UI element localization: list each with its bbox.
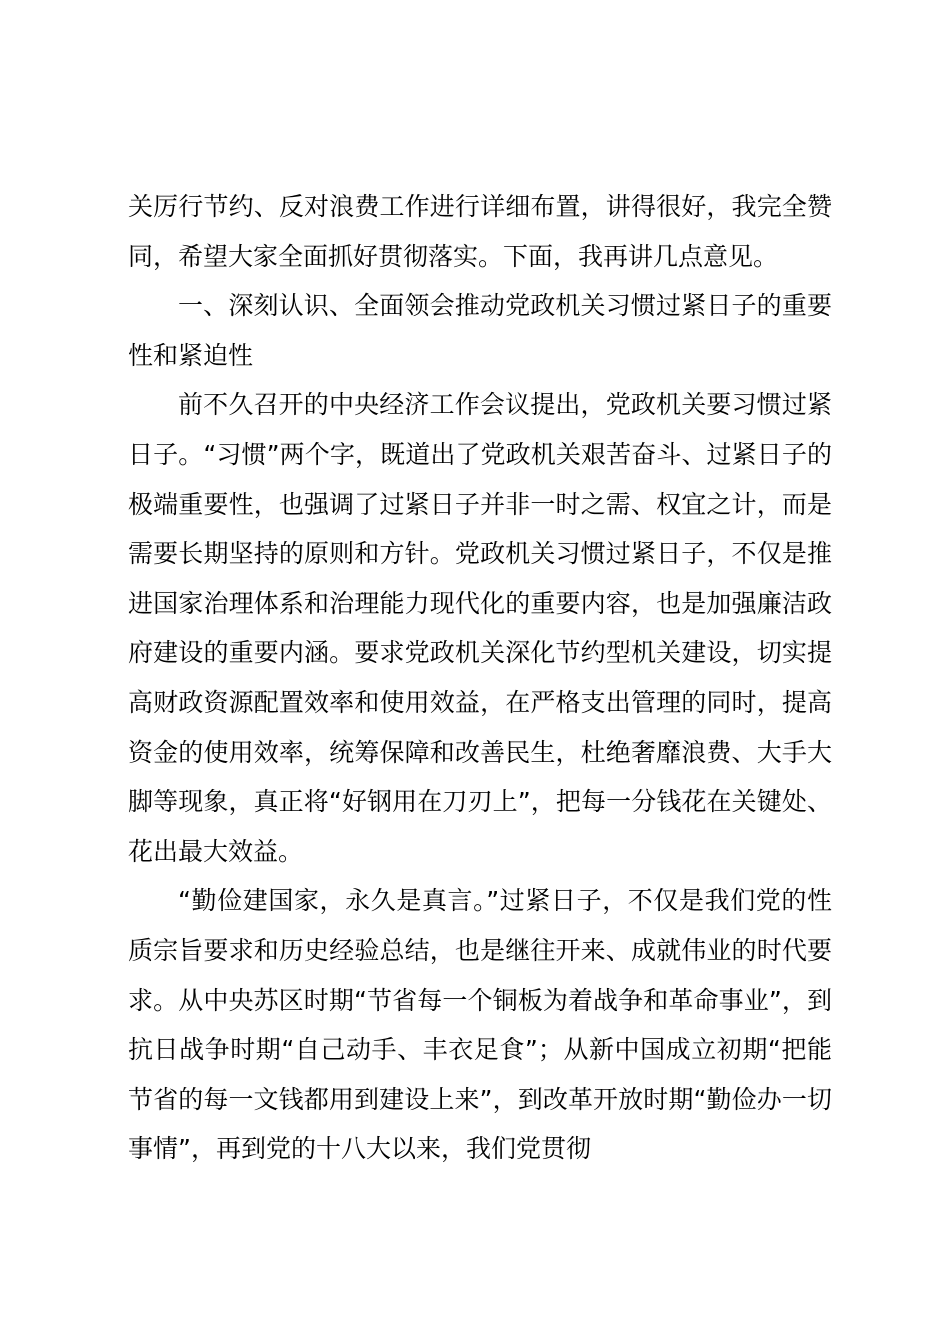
section-heading-one: 一、深刻认识、全面领会推动党政机关习惯过紧日子的重要性和紧迫性 (128, 291, 832, 370)
document-body (128, 182, 832, 1174)
paragraph-continued-intro: 关厉行节约、反对浪费工作进行详细布置，讲得很好，我完全赞同，希望大家全面抓好贯彻落实。下面，我再讲几点意见。 (128, 192, 832, 271)
paragraph-economic-conference: 前不久召开的中央经济工作会议提出，党政机关要习惯过紧日子。“习惯”两个字，既道出了党政机关艰苦奋斗、过紧日子的极端重要性，也强调了过紧日子并非一时之需、权宜之计，而是需要长期坚持的原则和方针。党政机关习惯过紧日子，不仅是推进国家治理体系和治理能力现代化的重要内容，也是加强廉洁政府建设的重要内涵。要求党政机关深化节约型机关建设，切实提高财政资源配置效率和使用效益，在严格支出管理的同时，提高资金的使用效率，统筹保障和改善民生，杜绝奢靡浪费、大手大脚等现象，真正将“好钢用在刀刃上”，把每一分钱花在关键处、花出最大效益。 (128, 390, 832, 866)
paragraph-thrift-history: “勤俭建国家，永久是真言。”过紧日子，不仅是我们党的性质宗旨要求和历史经验总结，也是继往开来、成就伟业的时代要求。从中央苏区时期“节省每一个铜板为着战争和革命事业”，到抗日战争时期“自己动手、丰衣足食”；从新中国成立初期“把能节省的每一文钱都用到建设上来”，到改革开放时期“勤俭办一切事情”，再到党的十八大以来，我们党贯彻 (128, 886, 832, 1164)
